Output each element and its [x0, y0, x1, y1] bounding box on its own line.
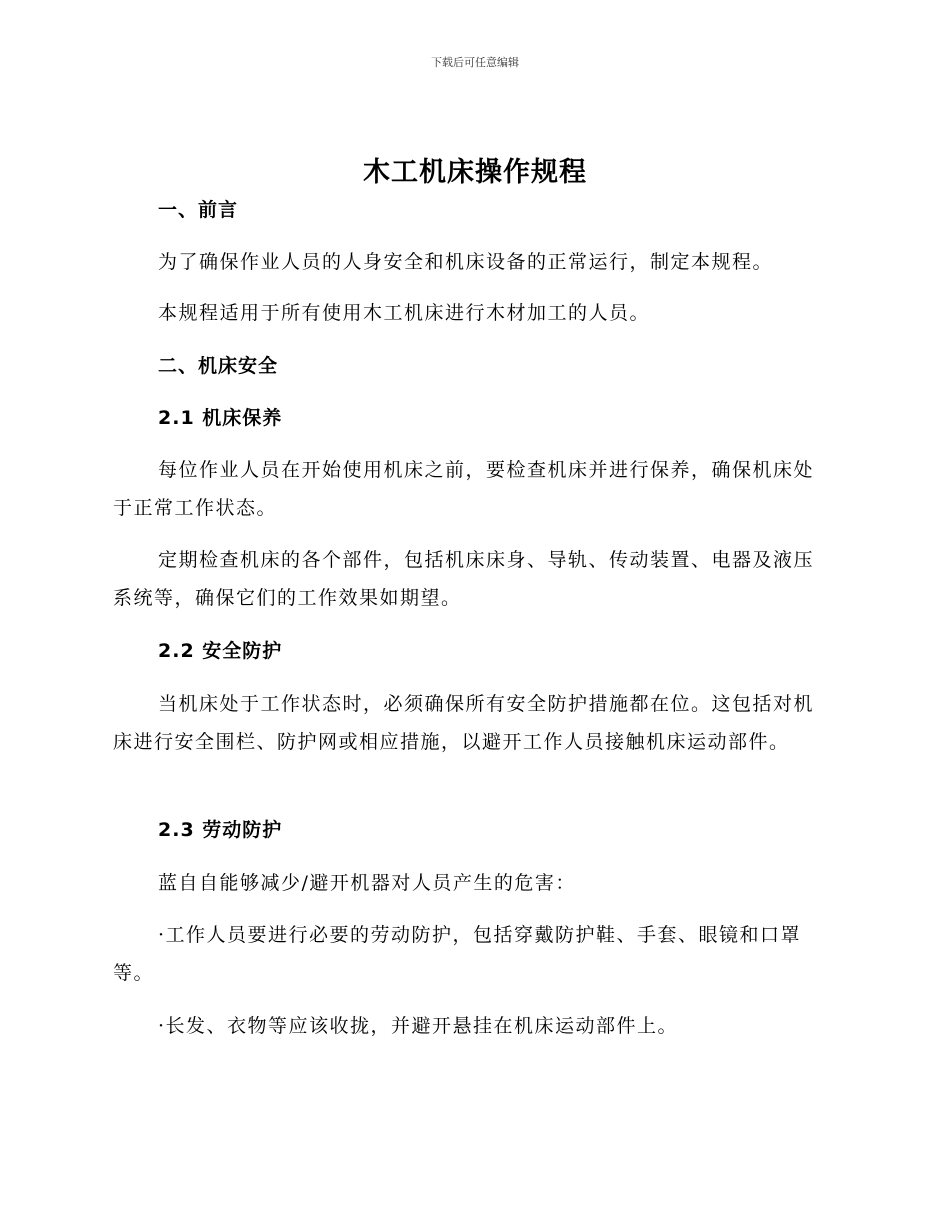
subsection-heading-safety-protection: 2.2 安全防护	[158, 640, 283, 662]
document-title: 木工机床操作规程	[363, 157, 587, 188]
paragraph: 当机床处于工作状态时，必须确保所有安全防护措施都在位。这包括对机床进行安全围栏、防护网或相应措施，以避开工作人员接触机床运动部件。	[113, 693, 815, 753]
subsection-heading-maintenance: 2.1 机床保养	[158, 407, 283, 429]
section-heading-preface: 一、前言	[158, 199, 239, 221]
subsection-heading-labor-protection: 2.3 劳动防护	[158, 819, 283, 841]
list-item: ·长发、衣物等应该收拢，并避开悬挂在机床运动部件上。	[158, 1015, 679, 1037]
header-note: 下载后可任意编辑	[431, 56, 519, 69]
paragraph: 为了确保作业人员的人身安全和机床设备的正常运行，制定本规程。	[158, 251, 774, 273]
paragraph: 每位作业人员在开始使用机床之前，要检查机床并进行保养，确保机床处于正常工作状态。	[113, 459, 815, 519]
list-item: ·工作人员要进行必要的劳动防护，包括穿戴防护鞋、手套、眼镜和口罩等。	[113, 924, 802, 984]
section-heading-machine-safety: 二、机床安全	[158, 355, 279, 377]
paragraph: 蓝自自能够减少/避开机器对人员产生的危害：	[158, 872, 576, 894]
paragraph: 定期检查机床的各个部件，包括机床床身、导轨、传动装置、电器及液压系统等，确保它们的工作效果如期望。	[113, 549, 815, 609]
paragraph: 本规程适用于所有使用木工机床进行木材加工的人员。	[158, 302, 651, 324]
